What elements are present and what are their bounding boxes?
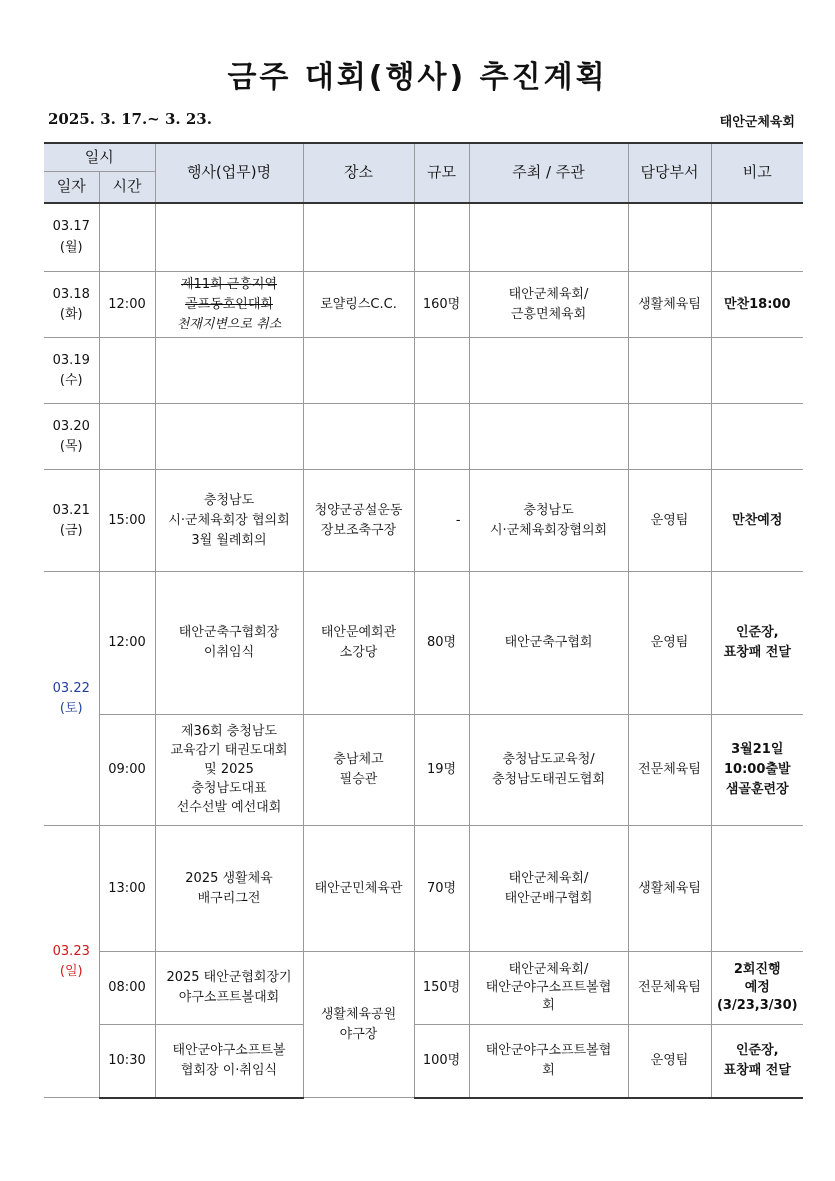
scale-cell: 19명 (414, 715, 469, 826)
date-cell (44, 470, 99, 572)
host-cell (469, 952, 628, 1025)
date-value: 03.23 (52, 943, 90, 959)
header-note: 비고 (711, 143, 803, 203)
scale-cell: 80명 (414, 572, 469, 715)
cancelled-event-name: 골프동호인대회 (185, 296, 273, 312)
table-row (44, 203, 803, 272)
table-row (44, 404, 803, 470)
venue-cell (303, 470, 414, 572)
header-dept: 담당부서 (628, 143, 711, 203)
host-cell (469, 470, 628, 572)
venue-cell (303, 952, 414, 1098)
cancelled-event-name: 제11회 근흥지역 (181, 276, 278, 292)
host-line: 회 (542, 998, 555, 1014)
table-row (44, 952, 803, 1025)
note-cell (711, 338, 803, 404)
event-cell (155, 952, 303, 1025)
note-line: 표창패 전달 (723, 645, 791, 661)
weekday-value: (일) (59, 963, 83, 979)
host-cell: 태안군축구협회 (469, 572, 628, 715)
note-line: (3/23,3/30) (716, 998, 798, 1014)
date-cell (44, 203, 99, 272)
time-cell: 15:00 (99, 470, 155, 572)
scale-cell: 70명 (414, 826, 469, 952)
host-line: 회 (542, 1063, 555, 1078)
schedule-table (44, 142, 803, 1099)
venue-cell (303, 572, 414, 715)
venue-line: 장보조축구장 (320, 522, 397, 538)
header-time: 시간 (99, 172, 155, 203)
note-line: 샘골훈련장 (725, 782, 789, 798)
event-cell (155, 1025, 303, 1098)
host-line: 태안군배구협회 (504, 890, 593, 906)
host-line: 태안군체육회/ (508, 870, 589, 886)
date-value: 03.22 (52, 680, 90, 696)
venue-cell (303, 203, 414, 272)
time-cell: 10:30 (99, 1025, 155, 1098)
note-line: 인준장, (735, 625, 779, 641)
event-cell (155, 572, 303, 715)
venue-cell (303, 404, 414, 470)
scale-cell: - (414, 470, 469, 572)
event-cell (155, 826, 303, 952)
date-value: 03.17 (52, 219, 90, 235)
host-cell (469, 1025, 628, 1098)
time-cell: 08:00 (99, 952, 155, 1025)
date-value: 03.19 (52, 352, 90, 368)
date-cell (44, 826, 99, 1098)
scale-cell (414, 338, 469, 404)
note-line: 2회진행 (733, 961, 781, 977)
weekday-value: (금) (59, 522, 83, 538)
venue-cell: 태안군민체육관 (303, 826, 414, 952)
table-row (44, 338, 803, 404)
venue-line: 청양군공설운동 (314, 502, 403, 518)
host-line: 충청남도태권도협회 (492, 772, 606, 788)
header-date: 일자 (44, 172, 99, 203)
venue-line: 소강당 (339, 645, 378, 661)
event-name-line: 2025 태안군협회장기 (166, 970, 292, 986)
header-scale: 규모 (414, 143, 469, 203)
host-cell (469, 826, 628, 952)
event-cell (155, 470, 303, 572)
report-period: 2025. 3. 17.~ 3. 23. (48, 110, 212, 128)
host-line: 충청남도 (523, 502, 574, 518)
time-cell: 12:00 (99, 572, 155, 715)
event-name-line: 충청남도대표 (191, 780, 267, 796)
header-venue: 장소 (303, 143, 414, 203)
host-line: 태안군체육회/ (508, 286, 589, 302)
dept-cell: 운영팀 (628, 470, 711, 572)
host-cell (469, 272, 628, 338)
venue-cell (303, 338, 414, 404)
time-cell (99, 203, 155, 272)
host-cell (469, 203, 628, 272)
date-value: 03.21 (52, 502, 90, 518)
event-name-line: 2025 생활체육 (185, 870, 273, 886)
table-row (44, 1025, 803, 1098)
organization-name: 태안군체육회 (719, 115, 795, 130)
event-name-line: 충청남도 (203, 492, 255, 508)
time-cell: 09:00 (99, 715, 155, 826)
weekday-value: (토) (59, 700, 83, 716)
note-line: 10:00출발 (724, 762, 791, 778)
note-cell (711, 715, 803, 826)
table-row (44, 826, 803, 952)
event-name-line: 시·군체육회장 협의회 (168, 512, 290, 528)
event-cell (155, 272, 303, 338)
header-host: 주최 / 주관 (469, 143, 628, 203)
weekday-value: (월) (59, 239, 83, 255)
host-cell (469, 404, 628, 470)
venue-cell (303, 715, 414, 826)
host-cell (469, 715, 628, 826)
event-name-line: 태안군야구소프트볼 (172, 1042, 286, 1058)
event-cell (155, 715, 303, 826)
event-name-line: 선수선발 예선대회 (176, 799, 282, 815)
note-cell (711, 826, 803, 952)
dept-cell (628, 338, 711, 404)
dept-cell (628, 404, 711, 470)
weekday-value: (화) (59, 306, 83, 322)
scale-cell: 160명 (414, 272, 469, 338)
date-value: 03.18 (52, 286, 90, 302)
table-row (44, 715, 803, 826)
note-cell (711, 1025, 803, 1098)
dept-cell: 생활체육팀 (628, 272, 711, 338)
host-cell (469, 338, 628, 404)
page-title: 금주 대회(행사) 추진계획 (227, 60, 608, 95)
note-cell (711, 404, 803, 470)
dept-cell: 전문체육팀 (628, 952, 711, 1025)
dept-cell: 운영팀 (628, 1025, 711, 1098)
venue-line: 필승관 (339, 772, 378, 788)
date-cell (44, 338, 99, 404)
note-cell: 만찬예정 (711, 470, 803, 572)
event-name-line: 3월 월례회의 (191, 532, 267, 548)
host-line: 근흥면체육회 (510, 306, 587, 322)
time-cell (99, 338, 155, 404)
venue-cell: 로얄링스C.C. (303, 272, 414, 338)
event-name-line: 교육감기 태권도대회 (170, 742, 288, 758)
venue-line: 야구장 (339, 1026, 378, 1042)
event-name-line: 및 2025 (204, 761, 254, 777)
scale-cell: 150명 (414, 952, 469, 1025)
dept-cell: 생활체육팀 (628, 826, 711, 952)
date-value: 03.20 (52, 418, 90, 434)
note-cell (711, 952, 803, 1025)
host-line: 태안군체육회/ (508, 961, 589, 977)
host-line: 충청남도교육청/ (502, 752, 595, 768)
scale-cell (414, 404, 469, 470)
venue-line: 충남체고 (333, 752, 384, 768)
event-name-line: 배구리그전 (197, 890, 261, 906)
table-row (44, 272, 803, 338)
event-name-line: 제36회 충청남도 (181, 724, 278, 740)
dept-cell (628, 203, 711, 272)
weekday-value: (수) (59, 372, 83, 388)
date-cell (44, 272, 99, 338)
date-cell (44, 404, 99, 470)
event-cell (155, 404, 303, 470)
venue-line: 태안문예회관 (320, 625, 397, 641)
table-row (44, 572, 803, 715)
header-event: 행사(업무)명 (155, 143, 303, 203)
venue-line: 생활체육공원 (320, 1006, 397, 1022)
dept-cell: 운영팀 (628, 572, 711, 715)
time-cell: 13:00 (99, 826, 155, 952)
host-line: 시·군체육회장협의회 (489, 522, 608, 538)
note-cell (711, 203, 803, 272)
cancel-reason: 천재지변으로 취소 (176, 316, 282, 332)
table-row (44, 470, 803, 572)
note-line: 예정 (744, 980, 770, 996)
note-line: 3월21일 (731, 742, 784, 758)
scale-cell (414, 203, 469, 272)
event-cell (155, 203, 303, 272)
event-name-line: 태안군축구협회장 (178, 625, 280, 641)
scale-cell: 100명 (414, 1025, 469, 1098)
dept-cell: 전문체육팀 (628, 715, 711, 826)
event-cell (155, 338, 303, 404)
weekday-value: (목) (59, 438, 83, 454)
host-line: 태안군야구소프트볼협 (485, 1042, 612, 1058)
time-cell: 12:00 (99, 272, 155, 338)
note-line: 인준장, (735, 1042, 779, 1058)
event-name-line: 협회장 이·취임식 (180, 1063, 278, 1078)
time-cell (99, 404, 155, 470)
note-cell: 만찬18:00 (711, 272, 803, 338)
note-line: 표창패 전달 (723, 1063, 791, 1078)
header-schedule: 일시 (44, 143, 155, 172)
note-cell (711, 572, 803, 715)
host-line: 태안군야구소프트볼협 (485, 980, 612, 996)
date-cell (44, 572, 99, 826)
event-name-line: 이취임식 (203, 645, 255, 661)
event-name-line: 야구소프트볼대회 (178, 990, 280, 1006)
